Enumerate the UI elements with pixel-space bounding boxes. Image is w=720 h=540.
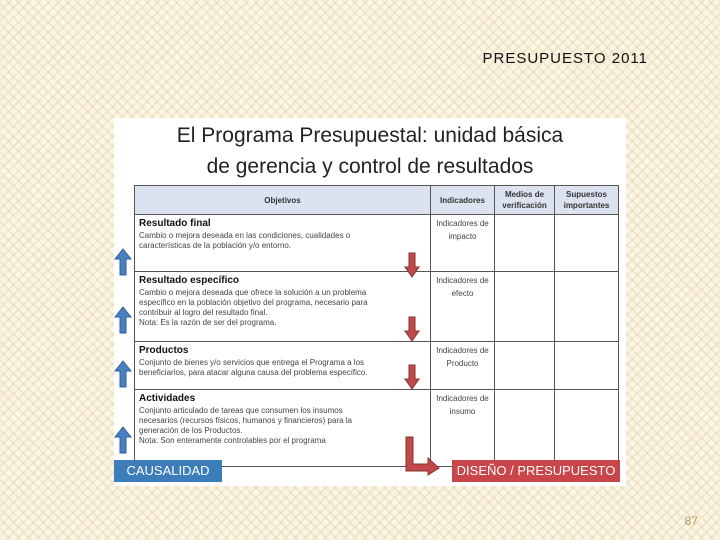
row-title: Productos (139, 345, 189, 356)
indicator-cell: Indicadores de Producto (431, 342, 495, 390)
table-row (135, 272, 619, 342)
row-title: Resultado final (139, 218, 211, 229)
arrow-up-icon (114, 248, 132, 276)
header-indicadores: Indicadores (431, 186, 495, 215)
verification-cell (495, 390, 555, 467)
slide-title: PRESUPUESTO 2011 (482, 50, 648, 67)
row-description-line: Nota: Son enteramente controlables por el programa (139, 436, 326, 445)
header-supuestos: Supuestos importantes (555, 186, 619, 215)
row-title: Actividades (139, 393, 196, 404)
verification-cell (495, 272, 555, 342)
panel-heading-line-2: de gerencia y control de resultados (206, 155, 534, 178)
row-description-line: Cambio o mejora deseada que ofrece la solución a un problema (139, 288, 367, 297)
arrow-down-icon (404, 316, 420, 342)
table-row (135, 342, 619, 390)
corner-right-arrow-icon (404, 436, 440, 476)
table-row (135, 215, 619, 272)
arrow-up-icon (114, 306, 132, 334)
row-description-line: necesarios (recursos físicos, humanos y financieros) para la (139, 416, 352, 425)
content-panel (114, 118, 626, 486)
row-description-line: contribuir al logro del resultado final. (139, 308, 268, 317)
row-description-line: específico en la población objetivo del programa, necesario para (139, 298, 368, 307)
assumptions-cell (555, 215, 619, 272)
objective-cell (135, 390, 431, 467)
panel-heading-line-1: El Programa Presupuestal: unidad básica (176, 124, 564, 147)
verification-cell (495, 342, 555, 390)
row-description-line: Nota: Es la razón de ser del programa. (139, 318, 277, 327)
row-description-line: beneficiarios, para atacar alguna causa del problema específico. (139, 368, 368, 377)
assumptions-cell (555, 390, 619, 467)
objective-cell (135, 342, 431, 390)
row-description-line: Conjunto de bienes y/o servicios que entrega el Programa a los (139, 358, 365, 367)
header-objetivos: Objetivos (135, 186, 431, 215)
row-description-line: Conjunto articulado de tareas que consumen los insumos (139, 406, 343, 415)
arrow-down-icon (404, 252, 420, 278)
table-row (135, 390, 619, 467)
diseno-presupuesto-label: DISEÑO / PRESUPUESTO (452, 460, 620, 482)
table-header-row (135, 186, 619, 215)
header-medios: Medios de verificación (495, 186, 555, 215)
row-description-line: generación de los Productos. (139, 426, 243, 435)
row-title: Resultado específico (139, 275, 240, 286)
indicator-cell: Indicadores de impacto (431, 215, 495, 272)
indicator-cell: Indicadores de insumo (431, 390, 495, 467)
panel-heading (114, 120, 626, 182)
causalidad-label: CAUSALIDAD (114, 460, 222, 482)
row-description-line: Cambio o mejora deseada en las condiciones, cualidades o (139, 231, 351, 240)
objective-cell (135, 272, 431, 342)
arrow-up-icon (114, 360, 132, 388)
indicator-cell: Indicadores de efecto (431, 272, 495, 342)
arrow-up-icon (114, 426, 132, 454)
verification-cell (495, 215, 555, 272)
assumptions-cell (555, 272, 619, 342)
objective-cell (135, 215, 431, 272)
logical-framework-table (134, 185, 619, 467)
arrow-down-icon (404, 364, 420, 390)
page-number: 87 (684, 514, 698, 528)
row-description-line: características de la población y/o entorno. (139, 241, 292, 250)
assumptions-cell (555, 342, 619, 390)
